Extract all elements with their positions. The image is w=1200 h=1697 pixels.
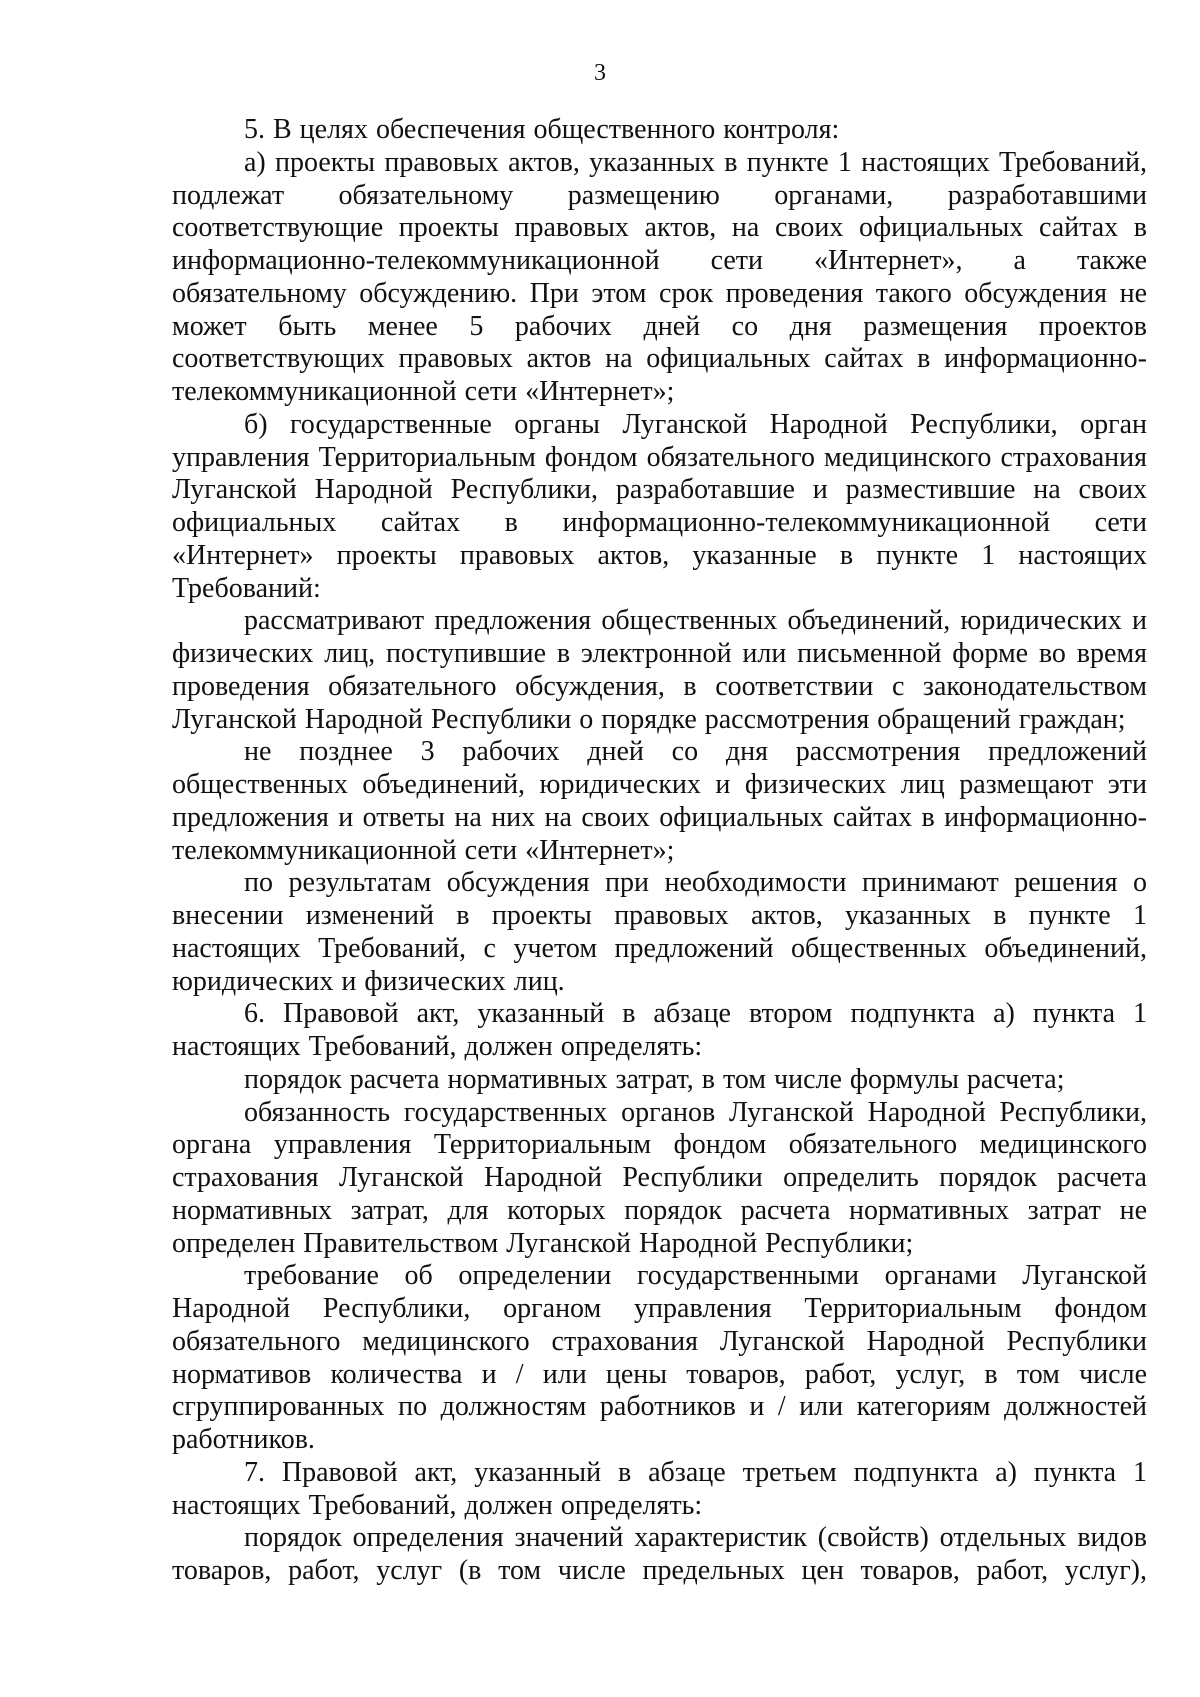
paragraph-5b-decisions: по результатам обсуждения при необходимости принимают решения о внесении изменений в проекты правовых актов, указанных в пункте 1 настоящих Требований, с учетом предложений общественных объединений, юридических и физических лиц. [172,867,1147,997]
page-number: 3 [594,60,606,86]
paragraph-5-heading: 5. В целях обеспечения общественного контроля: [244,114,840,145]
document-body [172,114,1147,1588]
paragraph-7-characteristics: порядок определения значений характеристик (свойств) отдельных видов товаров, работ, услуг (в том числе предельных цен товаров, работ, услуг), [172,1522,1147,1586]
paragraph-6-heading: 6. Правовой акт, указанный в абзаце втором подпункта а) пункта 1 настоящих Требований, должен определять: [172,998,1147,1062]
paragraph-6-requirement: требование об определении государственными органами Луганской Народной Республики, органом управления Территориальным фондом обязательного медицинского страхования Луганской Народной Республики нормативов количества и / или цены товаров, работ, услуг, в том числе сгруппированных по должностям работников и / или категориям должностей работников. [172,1260,1147,1455]
paragraph-6-obligation: обязанность государственных органов Луганской Народной Республики, органа управления Территориальным фондом обязательного медицинского страхования Луганской Народной Республики определить порядок расчета нормативных затрат, для которых порядок расчета нормативных затрат не определен Правительством Луганской Народной Республики; [172,1096,1147,1259]
paragraph-5b-review: рассматривают предложения общественных объединений, юридических и физических лиц, поступившие в электронной или письменной форме во время проведения обязательного обсуждения, в соответствии с законодательством Луганской Народной Республики о порядке рассмотрения обращений граждан; [172,605,1147,735]
paragraph-5a: а) проекты правовых актов, указанных в пункте 1 настоящих Требований, подлежат обязательному размещению органами, разработавшими соответствующие проекты правовых актов, на своих официальных сайтах в информационно-телекоммуникационной сети «Интернет», а также обязательному обсуждению. При этом срок проведения такого обсуждения не может быть менее 5 рабочих дней со дня размещения проектов соответствующих правовых актов на официальных сайтах в информационно-телекоммуникационной сети «Интернет»; [172,146,1147,407]
paragraph-5b: б) государственные органы Луганской Народной Республики, орган управления Территориальным фондом обязательного медицинского страхования Луганской Народной Республики, разработавшие и разместившие на своих официальных сайтах в информационно-телекоммуникационной сети «Интернет» проекты правовых актов, указанные в пункте 1 настоящих Требований: [172,408,1147,604]
paragraph-6-calculation-order: порядок расчета нормативных затрат, в том числе формулы расчета; [244,1063,1065,1095]
paragraph-5b-publish: не позднее 3 рабочих дней со дня рассмотрения предложений общественных объединений, юридических и физических лиц размещают эти предложения и ответы на них на своих официальных сайтах в информационно-телекоммуникационной сети «Интернет»; [172,736,1147,866]
paragraph-7-heading: 7. Правовой акт, указанный в абзаце третьем подпункта а) пункта 1 настоящих Требований, должен определять: [172,1456,1147,1521]
